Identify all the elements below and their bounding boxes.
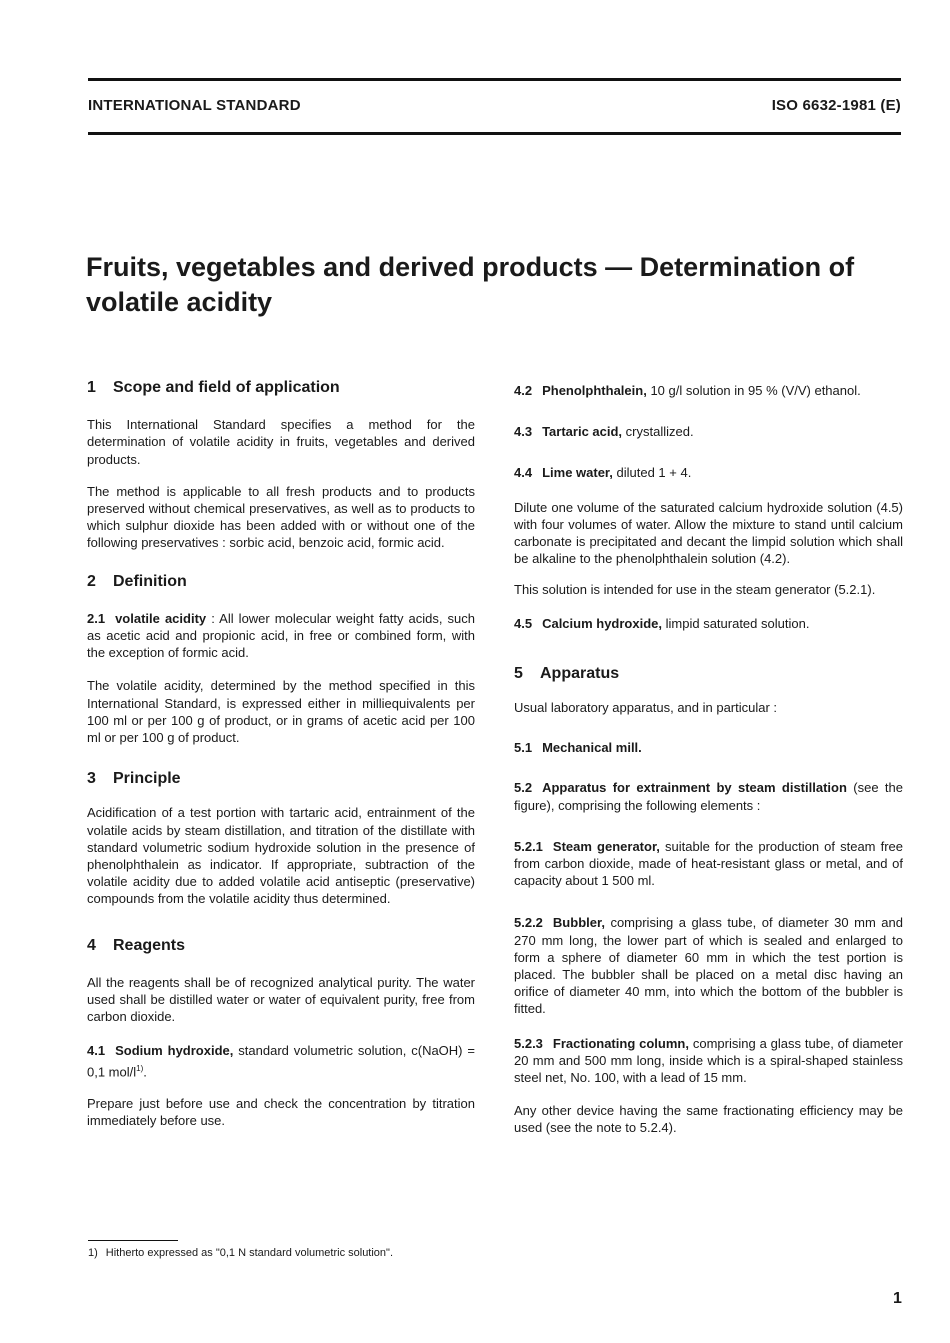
header-standard-type: INTERNATIONAL STANDARD [88,97,301,114]
footnote-rule [88,1240,178,1241]
section-2-heading: 2 Definition [87,572,187,590]
clause-4-5: 4.5 Calcium hydroxide, limpid saturated solution. [514,615,810,631]
section-4-paragraph-1: All the reagents shall be of recognized analytical purity. The water used shall be distilled water or water of equivalent purity, free from carbon dioxide. [87,974,475,1025]
section-5-paragraph-1: Usual laboratory apparatus, and in particular : [514,700,778,716]
clause-5-2-3-paragraph: Any other device having the same fractionating efficiency may be used (see the note to 5.2.4). [514,1103,903,1136]
clause-4-1-paragraph: Prepare just before use and check the concentration by titration immediately before use. [87,1096,475,1129]
section-5-heading: 5 Apparatus [514,664,620,682]
clause-4-4-paragraph-2: This solution is intended for use in the steam generator (5.2.1). [514,582,876,598]
section-3-paragraph-1: Acidification of a test portion with tartaric acid, entrainment of the volatile acids by steam distillation, and titration of the distillate with standard volumetric sodium hydroxide solution in the presence of phenolphthalein as indicator. If appropriate, subtraction of the volatile acidity due to added volatile acid antiseptic (preservative) compounds from the volatile acidity thus determined. [87,805,475,907]
clause-4-3: 4.3 Tartaric acid, crystallized. [514,424,694,440]
clause-5-2-2: 5.2.2 Bubbler, comprising a glass tube, of diameter 30 mm and 270 mm long, the lower part of which is sealed and enlarged to form a sphere of diameter 60 mm in which the test portion is placed. The bubbler shall be placed on a metal disc having an orifice of diameter 40 mm, into which the bottom of the bubbler is fitted. [514,915,903,1017]
footnote: 1) Hitherto expressed as "0,1 N standard volumetric solution". [88,1247,394,1259]
document-title: Fruits, vegetables and derived products — Determination of volatile acidity [86,252,855,317]
section-1-paragraph-2: The method is applicable to all fresh products and to products preserved without chemical preservatives, as well as to products to which sulphur dioxide has been added with or without one of the following preservatives : sorbic acid, benzoic acid, formic acid. [87,483,475,551]
clause-5-2-1: 5.2.1 Steam generator, suitable for the production of steam free from carbon dioxide, made of heat-resistant glass or metal, and of capacity about 1 500 ml. [514,838,903,889]
section-1-paragraph-1: This International Standard specifies a method for the determination of volatile acidity in fruits, vegetables and derived products. [87,417,475,467]
section-3-heading: 3 Principle [87,770,181,788]
section-2-paragraph-2: The volatile acidity, determined by the method specified in this International Standard, is expressed either in milliequivalents per 100 ml or per 100 g of product, or in grams of acetic acid per 100 ml or per 100 g of product. [87,678,475,746]
section-4-heading: 4 Reagents [87,936,186,954]
clause-2-1: 2.1 volatile acidity : All lower molecular weight fatty acids, such as acetic acid and propionic acid, in free or combined form, with the exception of formic acid. [87,610,475,661]
clause-5-2: 5.2 Apparatus for extrainment by steam distillation (see the figure), comprising the following elements : [514,780,903,813]
clause-4-2: 4.2 Phenolphthalein, 10 g/l solution in 95 % (V/V) ethanol. [514,383,861,398]
section-1-heading: 1 Scope and field of application [87,379,340,396]
left-column [87,379,475,1130]
clause-4-1: 4.1 Sodium hydroxide, standard volumetric solution, c(NaOH) = 0,1 mol/$l^{1)}$. [87,1043,476,1080]
header-standard-number: ISO 6632-1981 (E) [771,97,901,114]
clause-5-1: 5.1 Mechanical mill. [514,740,642,756]
clause-4-4-paragraph-1: Dilute one volume of the saturated calcium hydroxide solution (4.5) with four volumes of water. Allow the mixture to stand until calcium carbonate is precipitated and decant the limpid solution which shall be alkaline to the phenolphthalein solution (4.2). [514,499,903,567]
right-column [514,379,903,1137]
page-number: 1 [893,1290,902,1307]
clause-4-4: 4.4 Lime water, diluted 1 + 4. [514,465,692,481]
header-bottom-rule [88,132,901,135]
top-rule [88,78,901,81]
clause-5-2-3: 5.2.3 Fractionating column, comprising a glass tube, of diameter 20 mm and 500 mm long, inside which is a spiral-shaped stainless steel net, No. 100, with a lead of 15 mm. [514,1035,903,1086]
